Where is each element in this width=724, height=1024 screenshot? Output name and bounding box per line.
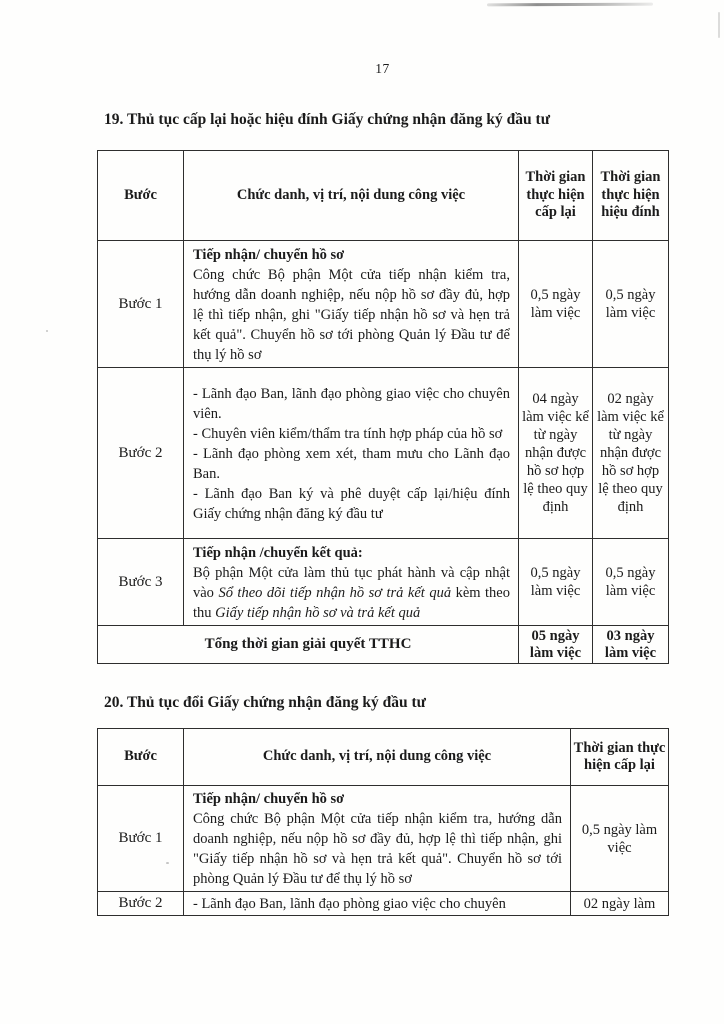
task-cell — [184, 241, 519, 368]
step-cell: Bước 2 — [98, 368, 184, 539]
table-total-row — [98, 626, 669, 664]
task-item: - Chuyên viên kiểm/thẩm tra tính hợp pháp của hồ sơ — [193, 425, 503, 442]
section-20-heading: 20. Thủ tục đổi Giấy chứng nhận đăng ký đầu tư — [104, 694, 426, 711]
task-cell: - Lãnh đạo Ban, lãnh đạo phòng giao việc cho chuyên — [184, 892, 571, 916]
task-body: Công chức Bộ phận Một cửa tiếp nhận kiểm tra, hướng dẫn doanh nghiệp, nếu nộp hồ sơ đầy đủ, hợp lệ thì tiếp nhận, ghi "Giấy tiếp nhận hồ sơ và hẹn trả kết quả". Chuyển hồ sơ tới phòng Quản lý Đầu tư để thụ lý hồ sơ — [193, 266, 510, 363]
header-time-cap-lai: Thời gian thực hiện cấp lại — [519, 151, 593, 241]
header-task: Chức danh, vị trí, nội dung công việc — [184, 729, 571, 786]
task-title: Tiếp nhận/ chuyển hồ sơ — [193, 791, 345, 807]
task-body-segment-italic: Sổ theo dõi tiếp nhận hồ sơ trả kết quả — [218, 584, 452, 601]
scan-artifact — [46, 330, 48, 332]
step-cell: Bước 1 — [98, 241, 184, 368]
task-title: Tiếp nhận /chuyển kết quả: — [193, 544, 363, 561]
task-body — [193, 563, 510, 623]
header-time-cap-lai: Thời gian thực hiện cấp lại — [571, 729, 669, 786]
time-hieu-dinh-cell: 0,5 ngày làm việc — [593, 539, 669, 626]
task-item: - Lãnh đạo Ban ký và phê duyệt cấp lại/hiệu đính Giấy chứng nhận đăng ký đầu tư — [193, 485, 510, 522]
table-row — [98, 241, 669, 368]
table-row — [98, 368, 669, 539]
time-hieu-dinh-cell: 0,5 ngày làm việc — [593, 241, 669, 368]
total-label: Tổng thời gian giải quyết TTHC — [98, 626, 519, 664]
task-body: Công chức Bộ phận Một cửa tiếp nhận kiểm tra, hướng dẫn doanh nghiệp, nếu nộp hồ sơ đầy đủ, hợp lệ thì tiếp nhận, ghi "Giấy tiếp nhận hồ sơ và hẹn trả kết quả". Chuyển hồ sơ tới phòng Quản lý Đầu tư để thụ lý hồ sơ — [193, 811, 562, 887]
task-item: - Lãnh đạo Ban, lãnh đạo phòng giao việc cho chuyên viên. — [193, 385, 510, 422]
table-row — [98, 786, 669, 892]
scan-artifact — [487, 3, 653, 7]
header-step: Bước — [98, 729, 184, 786]
header-step: Bước — [98, 151, 184, 241]
header-time-hieu-dinh: Thời gian thực hiện hiệu đính — [593, 151, 669, 241]
task-cell — [184, 539, 519, 626]
time-cap-lai-cell: 02 ngày làm — [571, 892, 669, 916]
task-title: Tiếp nhận/ chuyển hồ sơ — [193, 246, 345, 263]
total-time-hieu-dinh: 03 ngày làm việc — [593, 626, 669, 664]
time-cap-lai-cell: 0,5 ngày làm việc — [519, 539, 593, 626]
procedure-20-table — [97, 728, 669, 916]
step-cell: Bước 1 — [98, 786, 184, 892]
task-item: - Lãnh đạo phòng xem xét, tham mưu cho Lãnh đạo Ban. — [193, 445, 510, 482]
time-cap-lai-cell: 04 ngày làm việc kể từ ngày nhận được hồ sơ hợp lệ theo quy định — [519, 368, 593, 539]
header-task: Chức danh, vị trí, nội dung công việc — [184, 151, 519, 241]
section-19-heading: 19. Thủ tục cấp lại hoặc hiệu đính Giấy chứng nhận đăng ký đầu tư — [104, 111, 551, 128]
task-body-segment: Bộ phận Một cửa làm thủ tục phát hành và cập nhật vào — [193, 564, 510, 601]
time-hieu-dinh-cell: 02 ngày làm việc kể từ ngày nhận được hồ sơ hợp lệ theo quy định — [593, 368, 669, 539]
table-header-row — [98, 729, 669, 786]
step-cell: Bước 2 — [98, 892, 184, 916]
page-number: 17 — [375, 61, 390, 76]
scan-artifact — [718, 12, 720, 38]
total-time-cap-lai: 05 ngày làm việc — [519, 626, 593, 664]
table-header-row — [98, 151, 669, 241]
step-cell: Bước 3 — [98, 539, 184, 626]
task-body-segment: kèm theo thu — [193, 584, 510, 621]
table-row — [98, 539, 669, 626]
task-body-segment-italic: Giấy tiếp nhận hồ sơ và trả kết quả — [215, 604, 421, 621]
table-row — [98, 892, 669, 916]
time-cap-lai-cell: 0,5 ngày làm việc — [519, 241, 593, 368]
time-cap-lai-cell: 0,5 ngày làm việc — [571, 786, 669, 892]
task-cell — [184, 786, 571, 892]
procedure-19-table — [97, 150, 669, 664]
task-cell — [184, 368, 519, 539]
